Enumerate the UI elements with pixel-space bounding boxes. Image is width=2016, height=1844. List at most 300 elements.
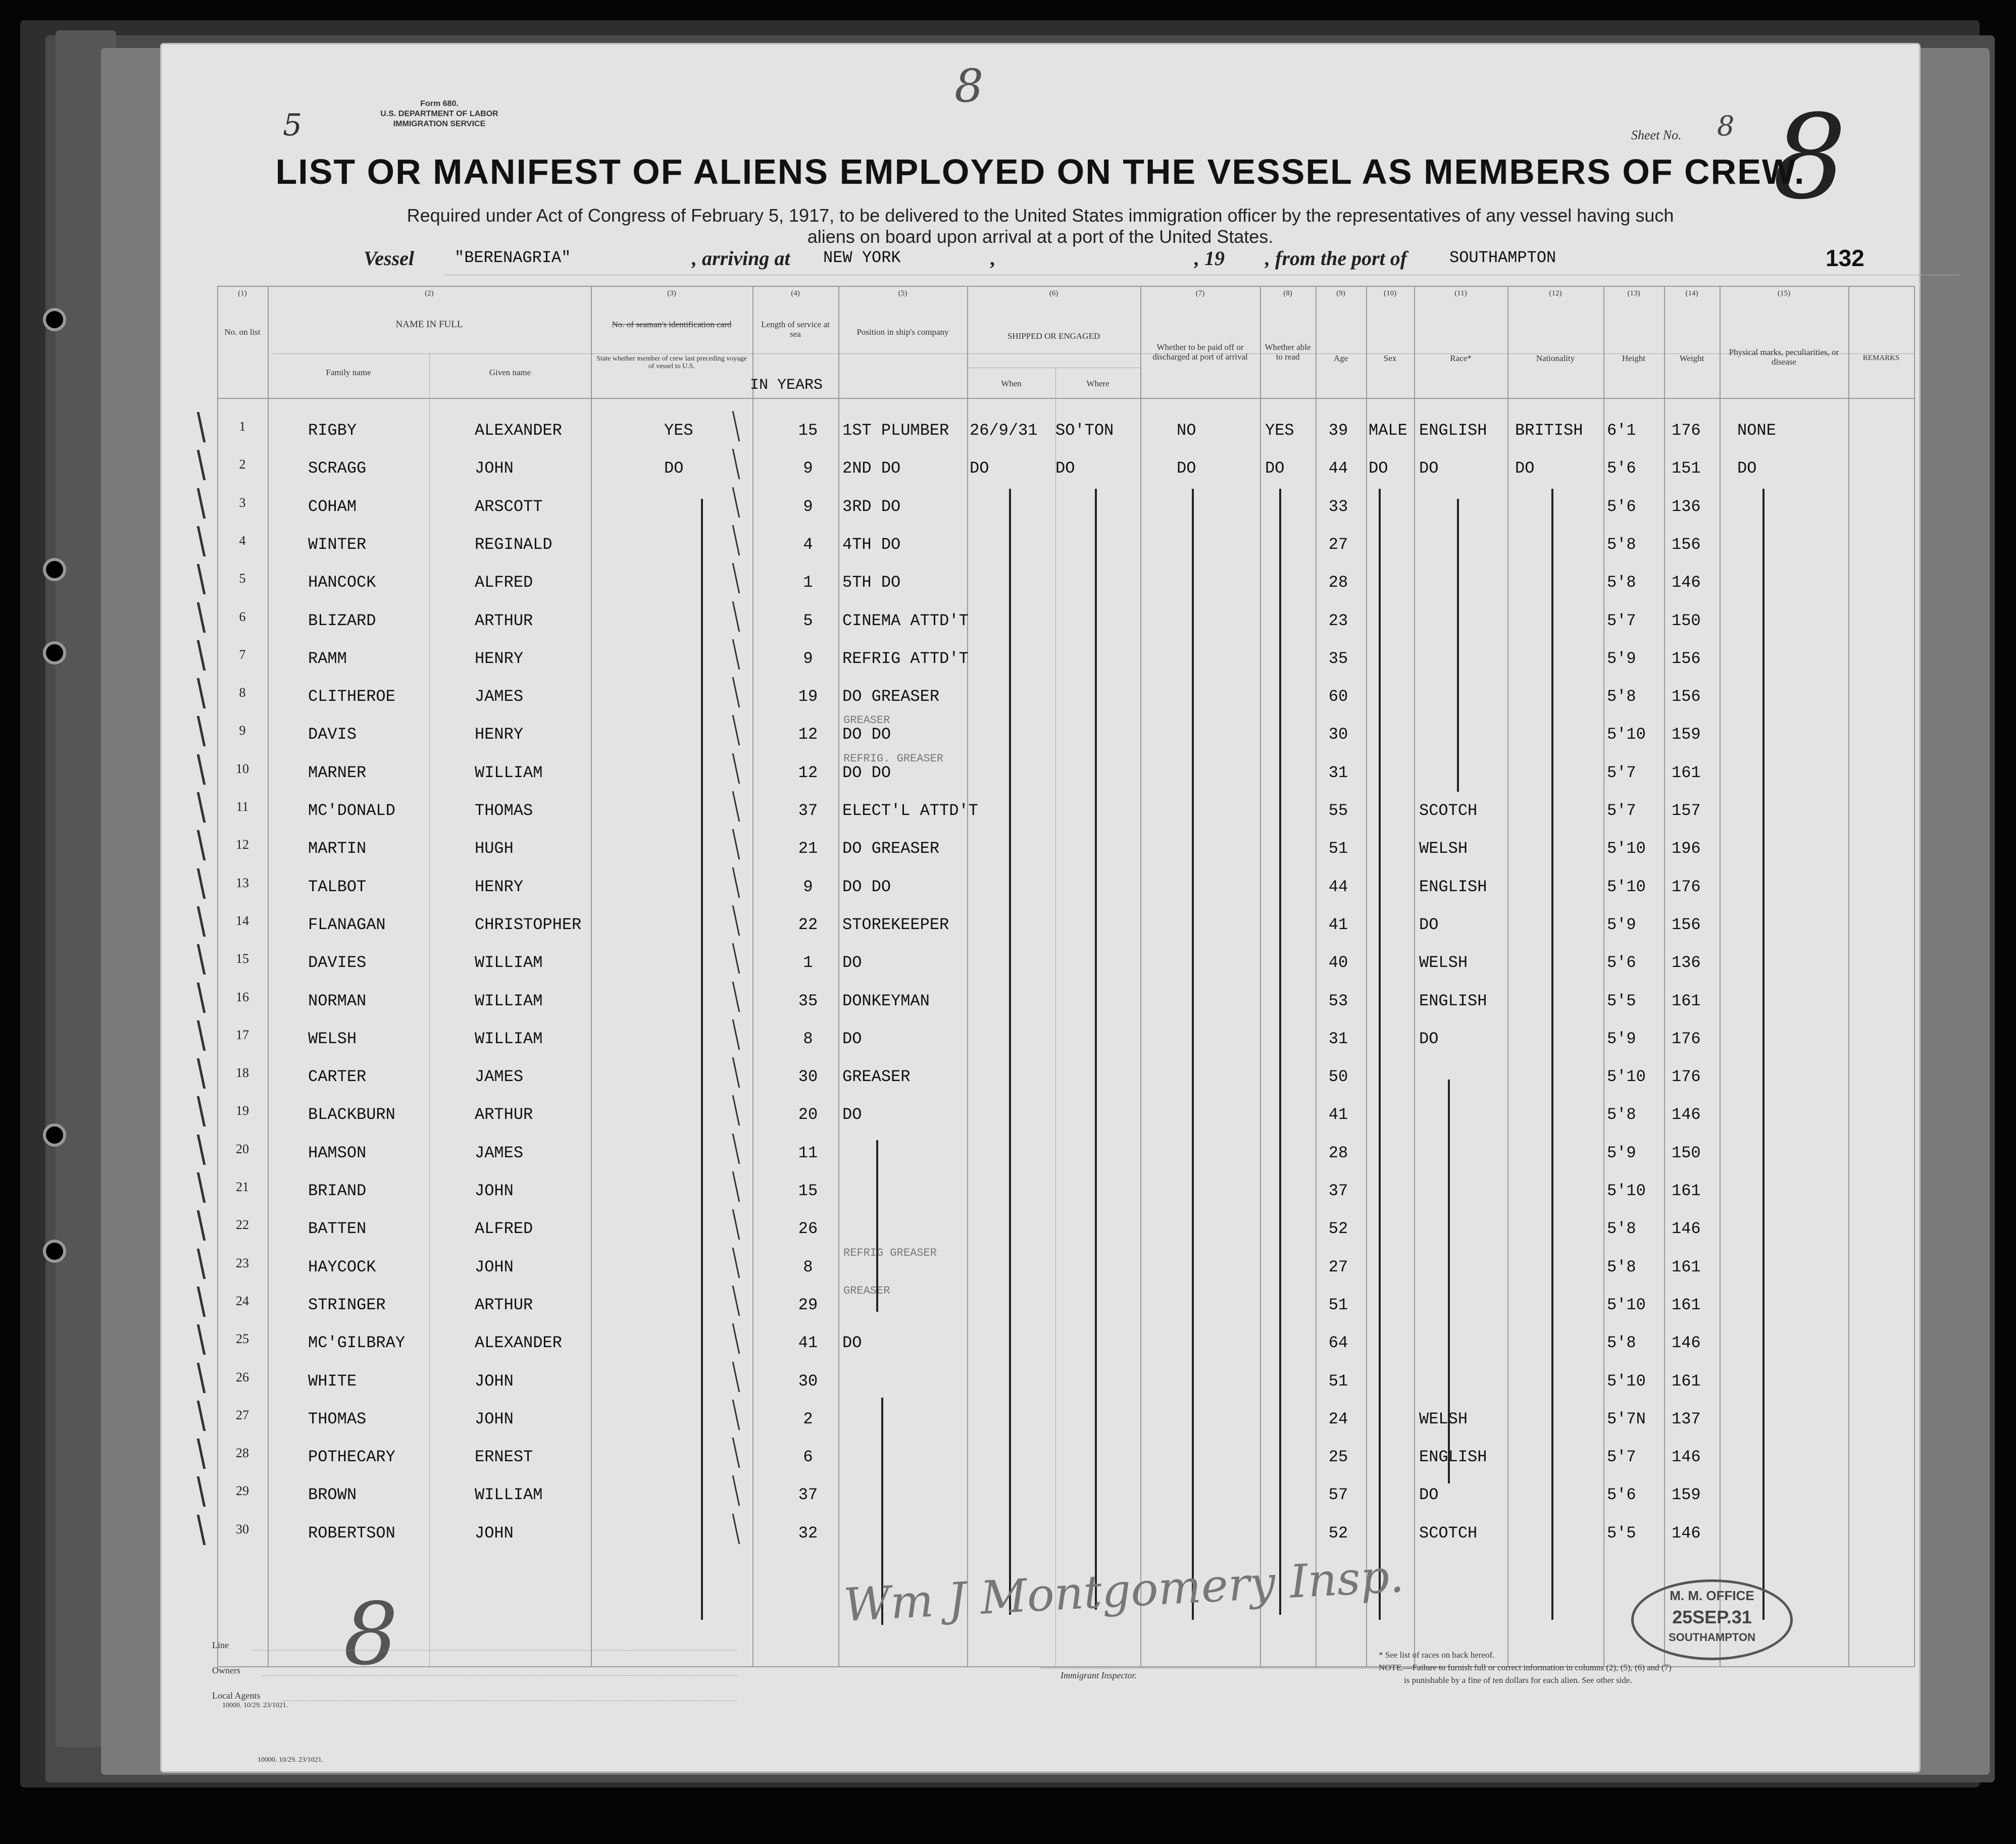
given-name-header: Given name xyxy=(489,368,531,377)
check-mark-icon xyxy=(719,1475,740,1506)
given-name: THOMAS xyxy=(475,801,533,820)
col-4-number: (4) xyxy=(791,289,800,297)
family-name: BROWN xyxy=(308,1486,357,1505)
family-name: THOMAS xyxy=(308,1409,367,1428)
given-name: HENRY xyxy=(475,877,524,896)
print-code-underlying: 10000. 10/29. 23/1021. xyxy=(258,1756,324,1764)
when-header: When xyxy=(1001,379,1022,388)
family-name: HAYCOCK xyxy=(308,1257,376,1276)
stamp-date: 25SEP.31 xyxy=(1672,1607,1752,1627)
age: 53 xyxy=(1328,991,1348,1010)
height: 6'1 xyxy=(1607,421,1636,440)
check-mark-icon xyxy=(184,1476,206,1507)
col-line xyxy=(217,286,218,1667)
family-name: WELSH xyxy=(308,1029,357,1048)
height: 5'6 xyxy=(1607,459,1636,478)
row-number: 3 xyxy=(239,495,246,510)
check-mark-icon xyxy=(184,1058,206,1089)
family-name: SCRAGG xyxy=(308,459,367,478)
weight: 161 xyxy=(1672,1257,1701,1276)
row-number: 15 xyxy=(236,951,249,966)
check-mark-icon xyxy=(184,1135,206,1165)
vessel-name: "BERENAGRIA" xyxy=(455,248,571,267)
height: 5'10 xyxy=(1607,839,1646,858)
col-8-number: (8) xyxy=(1283,289,1292,297)
check-mark-icon xyxy=(184,602,206,633)
service-years: 12 xyxy=(798,725,818,744)
sex: MALE xyxy=(1369,421,1407,440)
weight: 137 xyxy=(1672,1409,1701,1428)
service-years: 1 xyxy=(803,953,813,972)
weight: 159 xyxy=(1672,725,1701,744)
race-header: Race* xyxy=(1450,353,1472,363)
table-row xyxy=(162,1103,1919,1124)
paid-off: NO xyxy=(1177,421,1196,440)
family-name: MARNER xyxy=(308,763,367,782)
table-row xyxy=(162,1065,1919,1087)
weight: 161 xyxy=(1672,991,1701,1010)
race: DO xyxy=(1419,1486,1439,1505)
check-mark-icon xyxy=(184,944,206,975)
position: DO xyxy=(842,1334,862,1353)
service-years: 41 xyxy=(798,1334,818,1353)
position-note: REFRIG GREASER xyxy=(843,1246,937,1259)
given-name: ARTHUR xyxy=(475,611,533,630)
family-name: MC'GILBRAY xyxy=(308,1334,406,1353)
service-years: 37 xyxy=(798,1486,818,1505)
check-mark-icon xyxy=(184,678,206,708)
table-row xyxy=(162,1483,1919,1505)
position-note: GREASER xyxy=(843,714,890,727)
service-years: 20 xyxy=(798,1105,818,1124)
table-row xyxy=(162,1407,1919,1428)
service-years: 22 xyxy=(798,915,818,934)
given-name: HENRY xyxy=(475,649,524,668)
position-note: GREASER xyxy=(843,1284,890,1297)
shipped-when: 26/9/31 xyxy=(970,421,1038,440)
inspector-label: Immigrant Inspector. xyxy=(1061,1670,1137,1680)
nationality: DO xyxy=(1515,459,1535,478)
age: 30 xyxy=(1328,725,1348,744)
check-mark-icon xyxy=(719,601,740,632)
row-number: 18 xyxy=(236,1065,249,1081)
vessel-label: Vessel xyxy=(364,247,414,270)
paid-off: DO xyxy=(1177,459,1196,478)
service-years: 4 xyxy=(803,535,813,554)
col-1-number: (1) xyxy=(238,289,247,297)
height: 5'9 xyxy=(1607,1143,1636,1162)
weight: 161 xyxy=(1672,1182,1701,1200)
check-mark-icon xyxy=(184,564,206,594)
service-years: 37 xyxy=(798,801,818,820)
check-mark-icon xyxy=(184,1172,206,1203)
check-mark-icon xyxy=(184,1515,206,1545)
given-name: JOHN xyxy=(475,1409,514,1428)
check-mark-icon xyxy=(719,867,740,898)
stamp-bottom: SOUTHAMPTON xyxy=(1669,1631,1755,1644)
print-code: 10000. 10/29. 23/1021. xyxy=(222,1702,288,1709)
col-line xyxy=(1260,286,1261,1667)
age: 39 xyxy=(1328,421,1348,440)
manifest-sheet xyxy=(162,44,1919,1771)
sheet-label: Sheet No. xyxy=(1631,128,1682,142)
age: 51 xyxy=(1328,839,1348,858)
form-title: LIST OR MANIFEST OF ALIENS EMPLOYED ON THE VESSEL AS MEMBERS OF CREW. xyxy=(275,152,1805,191)
table-row xyxy=(162,1246,1919,1276)
weight: 146 xyxy=(1672,1219,1701,1239)
given-name: JAMES xyxy=(475,1067,524,1087)
check-mark-icon xyxy=(184,1401,206,1431)
service-years: 30 xyxy=(798,1371,818,1391)
check-mark-icon xyxy=(184,983,206,1013)
ditto-line xyxy=(701,499,703,1620)
col-5-number: (5) xyxy=(898,289,908,297)
check-mark-icon xyxy=(719,1400,740,1430)
position: DO GREASER xyxy=(842,839,940,858)
given-name: CHRISTOPHER xyxy=(475,915,582,934)
row-number: 8 xyxy=(239,685,246,700)
weight: 146 xyxy=(1672,573,1701,592)
col-line xyxy=(1664,286,1665,1667)
table-row xyxy=(162,1217,1919,1239)
age: 52 xyxy=(1328,1219,1348,1239)
check-mark-icon xyxy=(719,1057,740,1088)
height: 5'7 xyxy=(1607,611,1636,630)
family-name: COHAM xyxy=(308,497,357,516)
table-row xyxy=(162,609,1919,630)
check-mark-icon xyxy=(719,1362,740,1392)
col-8-header: Whether able to read xyxy=(1265,342,1311,362)
row-number: 4 xyxy=(239,533,246,548)
weight: 156 xyxy=(1672,535,1701,554)
position: 1ST PLUMBER xyxy=(842,421,949,440)
col-13-number: (13) xyxy=(1627,289,1640,297)
family-name: WHITE xyxy=(308,1371,357,1391)
given-name: ALEXANDER xyxy=(475,1334,562,1353)
race: ENGLISH xyxy=(1419,877,1487,896)
check-mark-icon xyxy=(719,715,740,745)
table-row xyxy=(162,1369,1919,1391)
col-11-number: (11) xyxy=(1454,289,1467,297)
age: 41 xyxy=(1328,1105,1348,1124)
race: DO xyxy=(1419,915,1439,934)
shipped-where: SO'TON xyxy=(1055,421,1114,440)
col-12-number: (12) xyxy=(1549,289,1562,297)
age: 23 xyxy=(1328,611,1348,630)
check-mark-icon xyxy=(719,1248,740,1278)
ditto-line xyxy=(1279,489,1281,1615)
col-line xyxy=(1720,286,1721,1667)
row-number: 12 xyxy=(236,837,249,852)
col-line xyxy=(1366,286,1367,1667)
sex-header: Sex xyxy=(1383,353,1397,363)
ditto-line xyxy=(876,1140,878,1312)
service-years: 2 xyxy=(803,1409,813,1428)
table-row xyxy=(162,419,1919,440)
col-line xyxy=(1507,286,1508,1667)
ditto-line xyxy=(1192,489,1194,1620)
requirement-line-1: Required under Act of Congress of February 5, 1917, to be delivered to the United States immigration officer by the representatives of any vessel having such xyxy=(407,205,1674,226)
family-name: RAMM xyxy=(308,649,347,668)
row-number: 20 xyxy=(236,1141,249,1156)
line-rule xyxy=(253,1650,737,1651)
height: 5'10 xyxy=(1607,1371,1646,1391)
height: 5'10 xyxy=(1607,1067,1646,1087)
check-mark-icon xyxy=(719,1438,740,1468)
service-years: 12 xyxy=(798,763,818,782)
row-number: 22 xyxy=(236,1217,249,1233)
position: STOREKEEPER xyxy=(842,915,949,934)
given-name: JAMES xyxy=(475,687,524,706)
header-bottom-border xyxy=(217,398,1914,399)
age: 55 xyxy=(1328,801,1348,820)
table-row xyxy=(162,799,1919,820)
service-years: 15 xyxy=(798,1182,818,1200)
age-header: Age xyxy=(1333,353,1348,363)
family-name: STRINGER xyxy=(308,1295,386,1314)
col-line xyxy=(429,353,430,1666)
check-mark-icon xyxy=(184,640,206,671)
check-mark-icon xyxy=(719,1019,740,1050)
given-name: ERNEST xyxy=(475,1448,533,1467)
age: 51 xyxy=(1328,1295,1348,1314)
form-number: Form 680. xyxy=(420,99,459,108)
given-name: ALFRED xyxy=(475,573,533,592)
age: 31 xyxy=(1328,763,1348,782)
department: U.S. DEPARTMENT OF LABOR xyxy=(380,110,498,118)
col-line xyxy=(752,286,753,1667)
check-mark-icon xyxy=(184,1324,206,1355)
weight: 136 xyxy=(1672,953,1701,972)
position: DO xyxy=(842,1029,862,1048)
position: DO xyxy=(842,1105,862,1124)
previous-voyage: YES xyxy=(664,421,693,440)
col-9-number: (9) xyxy=(1336,289,1345,297)
form-header xyxy=(364,99,515,129)
table-row xyxy=(162,1446,1919,1467)
height: 5'10 xyxy=(1607,1295,1646,1314)
given-name: WILLIAM xyxy=(475,1029,543,1048)
given-name: WILLIAM xyxy=(475,763,543,782)
age: 27 xyxy=(1328,1257,1348,1276)
line-label: Line xyxy=(212,1640,229,1650)
ditto-line xyxy=(1762,489,1765,1620)
col-line xyxy=(1848,286,1849,1667)
age: 25 xyxy=(1328,1448,1348,1467)
age: 35 xyxy=(1328,649,1348,668)
stamp-top: M. M. OFFICE xyxy=(1670,1588,1754,1603)
family-name: POTHECARY xyxy=(308,1448,395,1467)
race: SCOTCH xyxy=(1419,801,1478,820)
height: 5'8 xyxy=(1607,1257,1636,1276)
col-3-number: (3) xyxy=(667,289,676,297)
table-row xyxy=(162,1521,1919,1543)
note-line-2: is punishable by a fine of ten dollars for each alien. See other side. xyxy=(1404,1675,1632,1685)
service-years: 9 xyxy=(803,877,813,896)
check-mark-icon xyxy=(719,677,740,707)
position: DO GREASER xyxy=(842,687,940,706)
previous-voyage: DO xyxy=(664,459,684,478)
row-number: 5 xyxy=(239,571,246,586)
table-row xyxy=(162,571,1919,592)
weight: 156 xyxy=(1672,649,1701,668)
service-years: 35 xyxy=(798,991,818,1010)
family-name: TALBOT xyxy=(308,877,367,896)
row-number: 30 xyxy=(236,1521,249,1536)
height: 5'9 xyxy=(1607,1029,1636,1048)
row-number: 21 xyxy=(236,1180,249,1194)
given-name: ALFRED xyxy=(475,1219,533,1239)
able-to-read: YES xyxy=(1265,421,1294,440)
service: IMMIGRATION SERVICE xyxy=(393,120,486,128)
table-row xyxy=(162,752,1919,782)
shipped-where: DO xyxy=(1055,459,1075,478)
col-line xyxy=(268,286,269,1667)
family-name: WINTER xyxy=(308,535,367,554)
age: 51 xyxy=(1328,1371,1348,1391)
age: 33 xyxy=(1328,497,1348,516)
check-mark-icon xyxy=(184,1363,206,1393)
position: REFRIG ATTD'T xyxy=(842,649,969,668)
height: 5'7 xyxy=(1607,801,1636,820)
given-name: JOHN xyxy=(475,1257,514,1276)
family-name: MC'DONALD xyxy=(308,801,395,820)
check-mark-icon xyxy=(184,1249,206,1279)
table-row xyxy=(162,1027,1919,1048)
given-name: ARTHUR xyxy=(475,1295,533,1314)
row-number: 9 xyxy=(239,723,246,738)
position: DO DO xyxy=(842,763,891,782)
weight: 150 xyxy=(1672,1143,1701,1162)
family-name: BATTEN xyxy=(308,1219,367,1239)
height: 5'6 xyxy=(1607,497,1636,516)
from-port-label: , from the port of xyxy=(1265,247,1407,270)
table-row xyxy=(162,951,1919,972)
position: DO DO xyxy=(842,725,891,744)
table-top-border xyxy=(217,286,1914,287)
position: ELECT'L ATTD'T xyxy=(842,801,978,820)
nationality-header: Nationality xyxy=(1536,353,1575,363)
owners-label: Owners xyxy=(212,1665,240,1675)
requirement-line-2: aliens on board upon arrival at a port of the United States. xyxy=(807,226,1274,247)
table-row xyxy=(162,913,1919,934)
table-row xyxy=(162,457,1919,478)
row-number: 27 xyxy=(236,1407,249,1422)
given-name: REGINALD xyxy=(475,535,552,554)
office-stamp xyxy=(1631,1579,1793,1660)
row-number: 10 xyxy=(236,761,249,776)
family-name: MARTIN xyxy=(308,839,367,858)
height: 5'6 xyxy=(1607,953,1636,972)
page-number: 132 xyxy=(1826,245,1864,271)
arriving-port: NEW YORK xyxy=(823,248,901,267)
race: WELSH xyxy=(1419,953,1468,972)
given-name: JAMES xyxy=(475,1143,524,1162)
col-7-header: Whether to be paid off or discharged at port of arrival xyxy=(1152,342,1248,362)
ditto-line xyxy=(1095,489,1097,1610)
row-number: 7 xyxy=(239,647,246,662)
col-10-number: (10) xyxy=(1384,289,1396,297)
height: 5'7 xyxy=(1607,763,1636,782)
weight: 161 xyxy=(1672,763,1701,782)
age: 28 xyxy=(1328,1143,1348,1162)
weight: 161 xyxy=(1672,1371,1701,1391)
table-row xyxy=(162,1180,1919,1200)
height: 5'8 xyxy=(1607,687,1636,706)
race: WELSH xyxy=(1419,1409,1468,1428)
check-mark-icon xyxy=(719,1514,740,1544)
check-mark-icon xyxy=(184,1020,206,1051)
tally-mark: 8 xyxy=(343,1584,398,1684)
age: 28 xyxy=(1328,573,1348,592)
height: 5'5 xyxy=(1607,991,1636,1010)
marks-header: Physical marks, peculiarities, or disease xyxy=(1729,347,1839,367)
weight: 151 xyxy=(1672,459,1701,478)
family-name: BRIAND xyxy=(308,1182,367,1200)
weight: 146 xyxy=(1672,1523,1701,1543)
check-mark-icon xyxy=(719,525,740,555)
race: DO xyxy=(1419,459,1439,478)
check-mark-icon xyxy=(184,830,206,860)
check-mark-icon xyxy=(719,1323,740,1354)
ditto-line xyxy=(1551,489,1553,1620)
given-name: ARTHUR xyxy=(475,1105,533,1124)
race: ENGLISH xyxy=(1419,421,1487,440)
service-years: 9 xyxy=(803,497,813,516)
position-note: REFRIG. GREASER xyxy=(843,752,944,765)
weight: 157 xyxy=(1672,801,1701,820)
given-name: WILLIAM xyxy=(475,953,543,972)
col-line xyxy=(1414,286,1415,1667)
check-mark-icon xyxy=(184,488,206,519)
service-years: 26 xyxy=(798,1219,818,1239)
large-sheet-number: 8 xyxy=(1773,90,1847,225)
weight: 150 xyxy=(1672,611,1701,630)
position: CINEMA ATTD'T xyxy=(842,611,969,630)
service-years: 29 xyxy=(798,1295,818,1314)
col-6-header: SHIPPED OR ENGAGED xyxy=(1007,331,1100,341)
row-number: 11 xyxy=(236,799,249,814)
age: 50 xyxy=(1328,1067,1348,1087)
race: DO xyxy=(1419,1029,1439,1048)
race: ENGLISH xyxy=(1419,991,1487,1010)
weight: 176 xyxy=(1672,421,1701,440)
age: 31 xyxy=(1328,1029,1348,1048)
table-row xyxy=(162,837,1919,858)
given-name: JOHN xyxy=(475,459,514,478)
check-mark-icon xyxy=(719,487,740,518)
punch-hole xyxy=(43,641,66,664)
where-header: Where xyxy=(1086,379,1110,388)
position: 2ND DO xyxy=(842,459,901,478)
from-port: SOUTHAMPTON xyxy=(1449,248,1556,267)
family-name: RIGBY xyxy=(308,421,357,440)
check-mark-icon xyxy=(719,943,740,974)
service-years: 21 xyxy=(798,839,818,858)
age: 24 xyxy=(1328,1409,1348,1428)
age: 40 xyxy=(1328,953,1348,972)
row-number: 13 xyxy=(236,875,249,890)
check-mark-icon xyxy=(719,829,740,859)
service-years: 19 xyxy=(798,687,818,706)
age: 27 xyxy=(1328,535,1348,554)
given-name: WILLIAM xyxy=(475,991,543,1010)
col-5-header: Position in ship's company xyxy=(856,327,949,337)
col-4-header: Length of service at sea xyxy=(761,320,830,339)
age: 44 xyxy=(1328,459,1348,478)
family-name: ROBERTSON xyxy=(308,1523,395,1543)
service-years: 1 xyxy=(803,573,813,592)
